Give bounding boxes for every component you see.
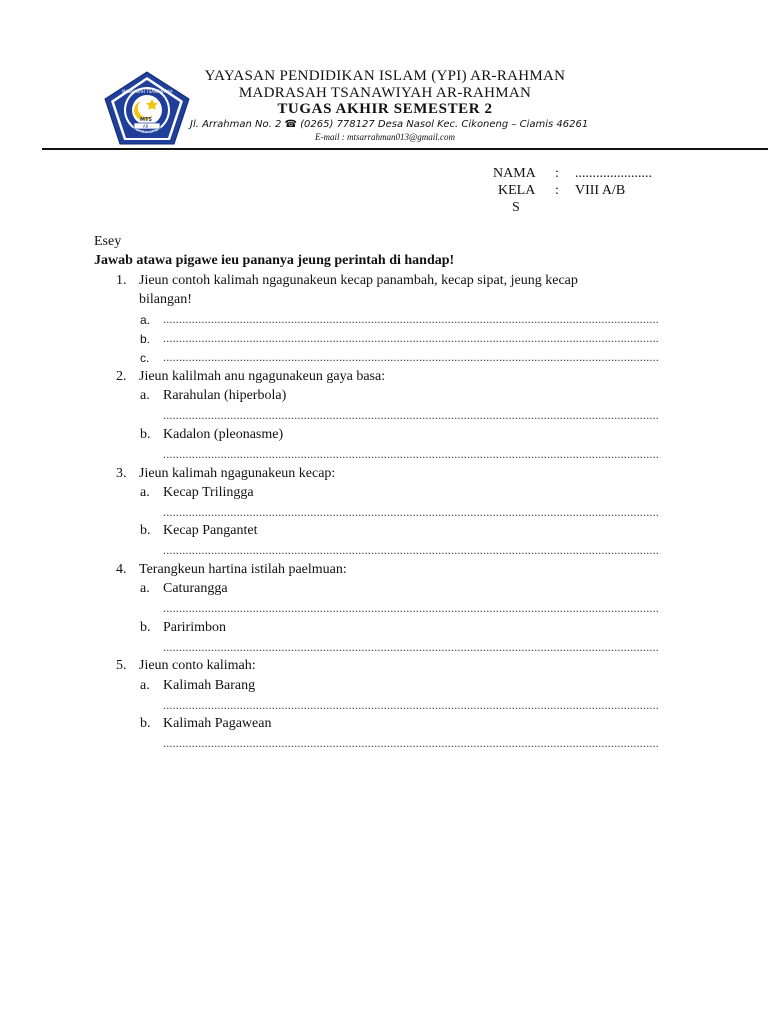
answer-label: b. (140, 332, 151, 346)
name-label: NAMA (493, 166, 536, 181)
answer-line[interactable]: ........................................................................................................................................................... (163, 505, 659, 519)
item-label: b. (140, 523, 151, 538)
name-field[interactable]: ...................... (575, 166, 652, 181)
question-number: 4. (116, 562, 127, 577)
item-label: b. (140, 427, 151, 442)
item-text: Kecap Pangantet (163, 523, 258, 538)
school-email: E-mail : mtsarrahman013@gmail.com (314, 132, 456, 142)
logo-ring-text: MADRASAH TSANAWIYAH (122, 89, 173, 94)
header-divider (42, 148, 768, 150)
logo-banner-text: AR - RAHMAN (138, 124, 156, 134)
item-text: Kecap Trilingga (163, 485, 254, 500)
item-label: a. (140, 388, 150, 403)
item-label: b. (140, 716, 151, 731)
section-instruction: Jawab atawa pigawe ieu pananya jeung perintah di handap! (94, 253, 455, 268)
answer-label: c. (140, 351, 150, 365)
class-field[interactable]: VIII A/B (575, 183, 626, 198)
foundation-name: YAYASAN PENDIDIKAN ISLAM (YPI) AR-RAHMAN (204, 68, 566, 84)
section-title: Esey (94, 234, 122, 249)
item-text: Rarahulan (hiperbola) (163, 388, 287, 403)
answer-line[interactable]: ........................................................................................................................................................... (163, 698, 659, 712)
question-number: 3. (116, 466, 127, 481)
answer-line[interactable]: ........................................................................................................................................................... (163, 331, 659, 345)
answer-line[interactable]: ........................................................................................................................................................... (163, 601, 659, 615)
item-text: Kalimah Barang (163, 678, 256, 693)
answer-line[interactable]: ........................................................................................................................................................... (163, 312, 659, 326)
answer-line[interactable]: ........................................................................................................................................................... (163, 640, 659, 654)
class-label-wrap: S (512, 200, 520, 215)
question-text: Terangkeun hartina istilah paelmuan: (139, 562, 347, 577)
item-label: a. (140, 485, 150, 500)
answer-line[interactable]: ........................................................................................................................................................... (163, 350, 659, 364)
answer-line[interactable]: ........................................................................................................................................................... (163, 543, 659, 557)
item-label: a. (140, 678, 150, 693)
item-text: Kalimah Pagawean (163, 716, 272, 731)
answer-line[interactable]: ........................................................................................................................................................... (163, 736, 659, 750)
question-text: Jieun conto kalimah: (139, 658, 256, 673)
item-label: a. (140, 581, 150, 596)
answer-line[interactable]: ........................................................................................................................................................... (163, 447, 659, 461)
school-name: MADRASAH TSANAWIYAH AR-RAHMAN (238, 85, 532, 101)
logo-center-text: MTS (140, 117, 152, 123)
class-separator: : (555, 183, 559, 198)
question-text: Jieun contoh kalimah ngagunakeun kecap panambah, kecap sipat, jeung kecap (139, 273, 578, 288)
item-label: b. (140, 620, 151, 635)
school-address: Jl. Arrahman No. 2 ☎ (0265) 778127 Desa Nasol Kec. Cikoneng – Ciamis 46261 (190, 119, 589, 130)
item-text: Paririmbon (163, 620, 226, 635)
answer-label: a. (140, 313, 151, 327)
question-number: 5. (116, 658, 127, 673)
question-number: 2. (116, 369, 127, 384)
question-text-continued: bilangan! (139, 292, 192, 307)
class-label: KELA (498, 183, 536, 198)
name-separator: : (555, 166, 559, 181)
question-text: Jieun kalimah ngagunakeun kecap: (139, 466, 336, 481)
question-text: Jieun kalilmah anu ngagunakeun gaya basa: (139, 369, 386, 384)
question-number: 1. (116, 273, 127, 288)
item-text: Caturangga (163, 581, 228, 596)
document-title: TUGAS AKHIR SEMESTER 2 (277, 101, 493, 117)
answer-line[interactable]: ........................................................................................................................................................... (163, 408, 659, 422)
item-text: Kadalon (pleonasme) (163, 427, 284, 442)
